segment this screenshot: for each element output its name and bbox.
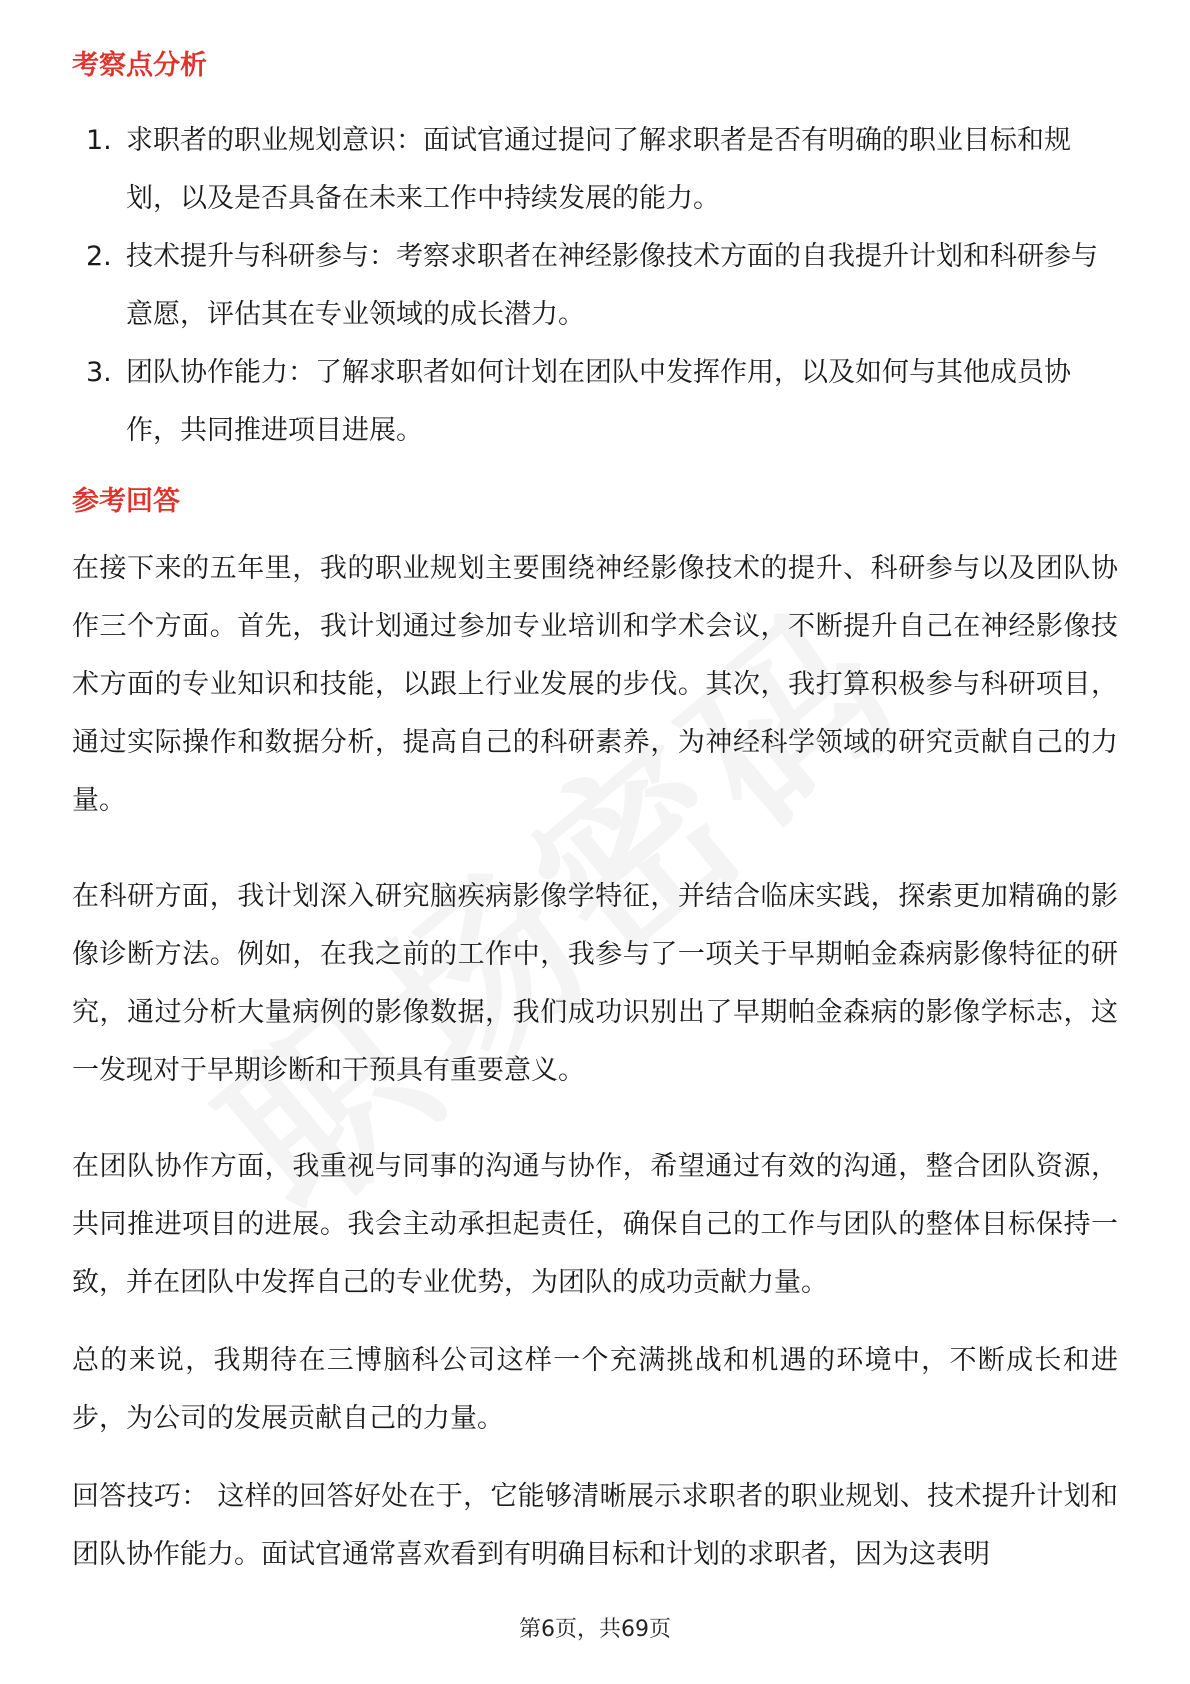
answer-paragraph: 在接下来的五年里，我的职业规划主要围绕神经影像技术的提升、科研参与以及团队协作三个方面。首先，我计划通过参加专业培训和学术会议，不断提升自己在神经影像技术方面的专业知识和技能，以跟上行业发展的步伐。其次，我打算积极参与科研项目，通过实际操作和数据分析，提高自己的科研素养，为神经科学领域的研究贡献自己的力量。 (72, 553, 1118, 816)
answer-paragraph: 在科研方面，我计划深入研究脑疾病影像学特征，并结合临床实践，探索更加精确的影像诊断方法。例如，在我之前的工作中，我参与了一项关于早期帕金森病影像特征的研究，通过分析大量病例的影像数据，我们成功识别出了早期帕金森病的影像学标志，这一发现对于早期诊断和干预具有重要意义。 (72, 881, 1118, 1086)
section-heading-analysis: 考察点分析 (72, 50, 207, 81)
list-item (72, 344, 1118, 460)
list-item-text: 技术提升与科研参与：考察求职者在神经影像技术方面的自我提升计划和科研参与意愿，评估其在专业领域的成长潜力。 (126, 241, 1098, 330)
list-number: 2. (86, 241, 112, 272)
analysis-list (72, 112, 1118, 460)
list-item-text: 求职者的职业规划意识：面试官通过提问了解求职者是否有明确的职业目标和规划，以及是否具备在未来工作中持续发展的能力。 (126, 125, 1071, 214)
answer-paragraph: 总的来说，我期待在三博脑科公司这样一个充满挑战和机遇的环境中，不断成长和进步，为公司的发展贡献自己的力量。 (72, 1345, 1118, 1434)
list-item (72, 112, 1118, 228)
answer-tip-paragraph: 回答技巧： 这样的回答好处在于，它能够清晰展示求职者的职业规划、技术提升计划和团队协作能力。面试官通常喜欢看到有明确目标和计划的求职者，因为这表明 (72, 1481, 1118, 1570)
list-number: 1. (86, 125, 112, 156)
page-content (72, 46, 1118, 1622)
list-number: 3. (86, 357, 112, 388)
list-item-text: 团队协作能力：了解求职者如何计划在团队中发挥作用，以及如何与其他成员协作，共同推进项目进展。 (126, 357, 1071, 446)
list-item (72, 228, 1118, 344)
page-number: 第6页，共69页 (519, 1617, 671, 1642)
section-heading-answer: 参考回答 (72, 486, 180, 517)
answer-paragraph: 在团队协作方面，我重视与同事的沟通与协作，希望通过有效的沟通，整合团队资源，共同推进项目的进展。我会主动承担起责任，确保自己的工作与团队的整体目标保持一致，并在团队中发挥自己的专业优势，为团队的成功贡献力量。 (72, 1151, 1118, 1298)
